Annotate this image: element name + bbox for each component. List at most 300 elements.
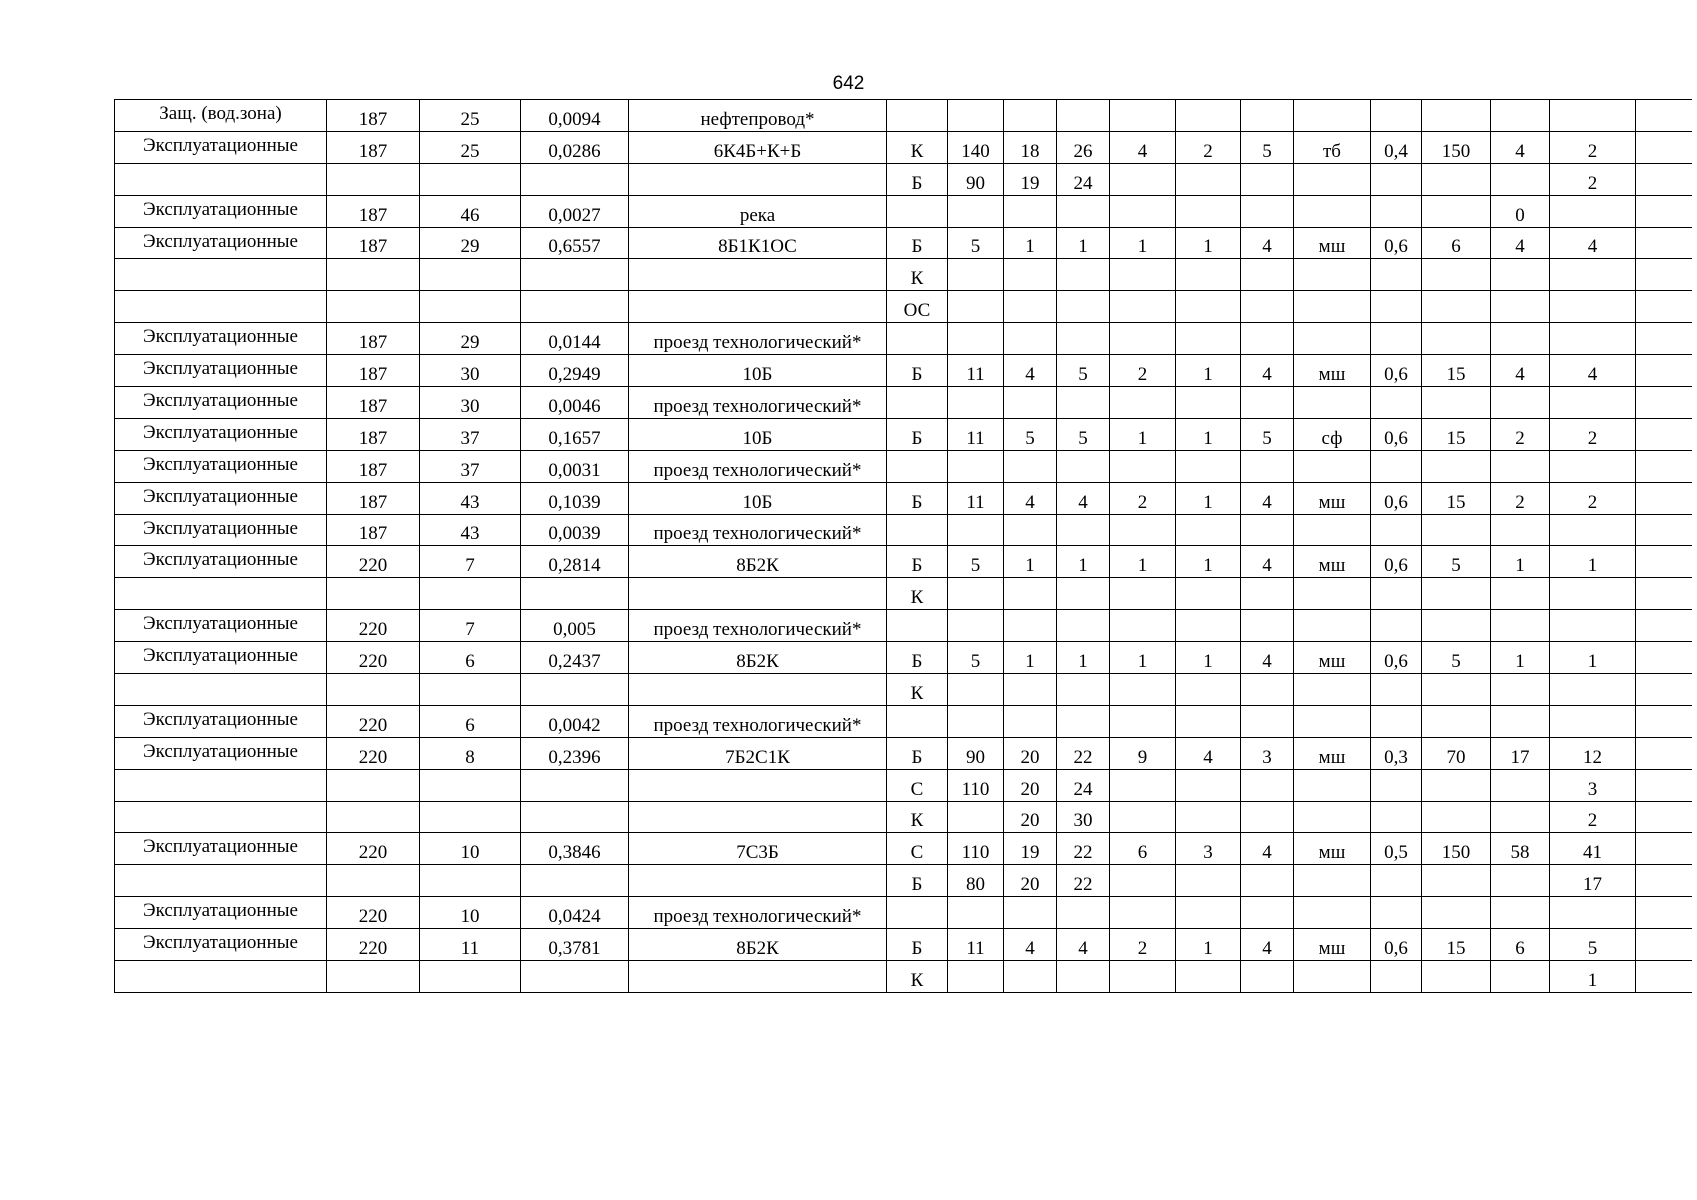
table-cell: 5 (948, 227, 1004, 259)
table-cell (1176, 514, 1241, 546)
table-cell: 0,6 (1371, 355, 1422, 387)
table-cell: 46 (420, 195, 521, 227)
table-cell (1241, 291, 1294, 323)
table-cell: Эксплуатационные (115, 546, 327, 578)
table-cell (327, 801, 420, 833)
table-cell: 5 (948, 546, 1004, 578)
table-cell (1294, 387, 1371, 419)
table-cell: 10Б (629, 355, 887, 387)
table-cell: Эксплуатационные (115, 131, 327, 163)
table-cell (521, 865, 629, 897)
table-cell: 2 (1550, 163, 1636, 195)
table-cell: мш (1294, 833, 1371, 865)
table-cell (1550, 195, 1636, 227)
table-cell (1371, 705, 1422, 737)
table-cell: 30 (1057, 801, 1110, 833)
table-cell (948, 897, 1004, 929)
table-cell (1294, 195, 1371, 227)
table-cell (1294, 897, 1371, 929)
table-cell: тб (1294, 131, 1371, 163)
table-row (115, 642, 1692, 674)
table-cell (1550, 450, 1636, 482)
table-cell: Эксплуатационные (115, 195, 327, 227)
table-cell (948, 961, 1004, 993)
table-cell: 5 (1057, 418, 1110, 450)
table-cell: 187 (327, 418, 420, 450)
table-cell: 26 (1057, 131, 1110, 163)
table-cell: 5 (1004, 418, 1057, 450)
table-cell (1636, 387, 1692, 419)
table-cell (1110, 801, 1176, 833)
table-cell (1422, 514, 1491, 546)
table-cell: 0,3 (1371, 737, 1422, 769)
table-cell (1294, 961, 1371, 993)
table-cell (1176, 961, 1241, 993)
table-cell: 3 (1241, 737, 1294, 769)
table-cell (1422, 610, 1491, 642)
table-cell: 1 (1057, 227, 1110, 259)
table-cell: 0,0046 (521, 387, 629, 419)
table-cell (1491, 674, 1550, 706)
table-cell (887, 323, 948, 355)
table-row (115, 769, 1692, 801)
table-cell (1176, 705, 1241, 737)
table-cell (1422, 291, 1491, 323)
table-cell: 1 (1491, 546, 1550, 578)
table-cell: 2 (1110, 929, 1176, 961)
table-cell (327, 291, 420, 323)
table-cell (1371, 578, 1422, 610)
table-cell: 0,0042 (521, 705, 629, 737)
table-cell: 70 (1422, 737, 1491, 769)
table-cell (1550, 100, 1636, 132)
table-cell (887, 610, 948, 642)
table-cell (1371, 387, 1422, 419)
table-cell: 43 (420, 482, 521, 514)
table-cell (1110, 610, 1176, 642)
table-cell: 187 (327, 514, 420, 546)
table-cell (1176, 323, 1241, 355)
table-cell: 0,0031 (521, 450, 629, 482)
table-cell (1294, 259, 1371, 291)
table-cell: 30 (420, 387, 521, 419)
table-cell: 220 (327, 546, 420, 578)
table-row (115, 291, 1692, 323)
table-row (115, 833, 1692, 865)
table-cell: 0,0027 (521, 195, 629, 227)
table-cell (1241, 865, 1294, 897)
table-row (115, 355, 1692, 387)
table-cell (1004, 291, 1057, 323)
table-cell (948, 100, 1004, 132)
table-row (115, 610, 1692, 642)
table-cell: 220 (327, 929, 420, 961)
table-cell (1241, 610, 1294, 642)
table-cell: 19 (1004, 833, 1057, 865)
table-row (115, 705, 1692, 737)
table-cell (948, 674, 1004, 706)
table-cell: проезд технологический* (629, 514, 887, 546)
table-cell: Б (887, 929, 948, 961)
table-cell (1294, 610, 1371, 642)
table-cell: Б (887, 865, 948, 897)
table-cell (420, 769, 521, 801)
table-cell (1636, 642, 1692, 674)
table-cell: 0,6 (1371, 642, 1422, 674)
page-number: 642 (832, 73, 865, 94)
table-cell: 5 (1422, 642, 1491, 674)
table-cell (948, 578, 1004, 610)
table-cell (948, 610, 1004, 642)
table-cell: Эксплуатационные (115, 833, 327, 865)
table-cell: Б (887, 642, 948, 674)
table-cell: 150 (1422, 833, 1491, 865)
table-cell (1422, 705, 1491, 737)
table-cell (1294, 450, 1371, 482)
table-cell: 4 (1241, 833, 1294, 865)
table-cell: 220 (327, 610, 420, 642)
table-cell (1110, 450, 1176, 482)
table-cell: Б (887, 482, 948, 514)
table-cell (1491, 897, 1550, 929)
table-cell (887, 514, 948, 546)
table-cell: нефтепровод* (629, 100, 887, 132)
table-cell (1636, 929, 1692, 961)
table-cell (1241, 387, 1294, 419)
table-cell (1636, 674, 1692, 706)
table-cell (1422, 578, 1491, 610)
table-cell: 8 (420, 737, 521, 769)
table-cell: Эксплуатационные (115, 737, 327, 769)
table-cell (1294, 291, 1371, 323)
table-cell: 4 (1057, 482, 1110, 514)
table-cell: 187 (327, 387, 420, 419)
table-cell: мш (1294, 482, 1371, 514)
table-cell (420, 578, 521, 610)
table-cell (1491, 865, 1550, 897)
table-cell: 11 (948, 929, 1004, 961)
table-row (115, 163, 1692, 195)
table-cell (327, 961, 420, 993)
table-cell: 4 (1241, 355, 1294, 387)
table-cell: 6 (1491, 929, 1550, 961)
table-cell: Эксплуатационные (115, 323, 327, 355)
table-cell (887, 100, 948, 132)
table-cell (1294, 163, 1371, 195)
table-cell: 11 (420, 929, 521, 961)
table-cell (948, 195, 1004, 227)
table-cell (1491, 387, 1550, 419)
table-cell: 4 (1176, 737, 1241, 769)
table-cell (1550, 323, 1636, 355)
table-cell (948, 705, 1004, 737)
table-cell: 0,2949 (521, 355, 629, 387)
table-cell: 0,0424 (521, 897, 629, 929)
table-cell (1422, 195, 1491, 227)
table-cell (1636, 514, 1692, 546)
table-cell (521, 801, 629, 833)
table-cell: 2 (1550, 482, 1636, 514)
table-cell: 22 (1057, 833, 1110, 865)
table-row (115, 737, 1692, 769)
table-cell: 15 (1422, 929, 1491, 961)
table-cell (1110, 291, 1176, 323)
table-cell: 58 (1491, 833, 1550, 865)
table-cell: проезд технологический* (629, 610, 887, 642)
table-cell (1636, 610, 1692, 642)
table-cell: 30 (420, 355, 521, 387)
table-cell (1057, 259, 1110, 291)
table-cell (1491, 100, 1550, 132)
table-cell (1176, 195, 1241, 227)
table-cell (115, 769, 327, 801)
table-cell (1110, 195, 1176, 227)
table-cell: проезд технологический* (629, 450, 887, 482)
table-cell: 4 (1241, 546, 1294, 578)
table-cell: 0,3846 (521, 833, 629, 865)
table-cell (1550, 897, 1636, 929)
table-cell: 15 (1422, 482, 1491, 514)
table-cell (1004, 705, 1057, 737)
table-cell: 1 (1176, 227, 1241, 259)
table-cell (115, 961, 327, 993)
table-cell: Защ. (вод.зона) (115, 100, 327, 132)
table-cell (629, 578, 887, 610)
table-cell: 6 (1422, 227, 1491, 259)
table-cell (1422, 387, 1491, 419)
table-cell: 1 (1110, 418, 1176, 450)
table-cell (1176, 801, 1241, 833)
table-cell (1057, 100, 1110, 132)
table-cell (1371, 195, 1422, 227)
table-cell: 1 (1110, 642, 1176, 674)
table-cell: 0,6 (1371, 418, 1422, 450)
table-cell: 20 (1004, 769, 1057, 801)
table-cell: Эксплуатационные (115, 482, 327, 514)
table-cell (1422, 674, 1491, 706)
table-cell: 4 (1110, 131, 1176, 163)
table-cell: 0,5 (1371, 833, 1422, 865)
table-cell (1176, 259, 1241, 291)
table-cell (629, 291, 887, 323)
table-cell (1550, 291, 1636, 323)
table-cell (948, 387, 1004, 419)
table-cell (1636, 291, 1692, 323)
table-cell (1176, 387, 1241, 419)
table-cell: 187 (327, 100, 420, 132)
table-cell: 5 (1550, 929, 1636, 961)
table-cell: Б (887, 163, 948, 195)
table-cell: 1 (1057, 642, 1110, 674)
table-cell (948, 323, 1004, 355)
table-cell (1110, 897, 1176, 929)
table-cell: 29 (420, 323, 521, 355)
table-cell (1241, 674, 1294, 706)
table-cell: 1 (1004, 546, 1057, 578)
table-cell (1294, 100, 1371, 132)
table-cell: 20 (1004, 737, 1057, 769)
table-cell: С (887, 769, 948, 801)
table-cell (420, 865, 521, 897)
table-cell: 4 (1057, 929, 1110, 961)
table-cell: 37 (420, 450, 521, 482)
table-row (115, 131, 1692, 163)
table-cell (1371, 769, 1422, 801)
table-cell (1491, 259, 1550, 291)
table-cell: 37 (420, 418, 521, 450)
table-cell: 4 (1004, 482, 1057, 514)
table-cell (1422, 450, 1491, 482)
table-cell (1636, 865, 1692, 897)
table-cell (1110, 578, 1176, 610)
table-cell (1241, 769, 1294, 801)
table-cell (115, 259, 327, 291)
table-cell: 1 (1176, 355, 1241, 387)
table-cell (1371, 100, 1422, 132)
table-cell: 187 (327, 131, 420, 163)
table-cell (1004, 323, 1057, 355)
table-cell (1422, 259, 1491, 291)
table-cell: 3 (1176, 833, 1241, 865)
table-cell (1491, 769, 1550, 801)
table-cell (1004, 897, 1057, 929)
table-cell (115, 674, 327, 706)
table-cell (327, 259, 420, 291)
table-cell: 8Б2К (629, 929, 887, 961)
table-cell (1636, 418, 1692, 450)
table-cell: 1 (1110, 227, 1176, 259)
table-cell (1004, 259, 1057, 291)
table-cell (1636, 163, 1692, 195)
table-cell (1550, 387, 1636, 419)
table-cell (1371, 514, 1422, 546)
table-cell: 5 (1241, 418, 1294, 450)
table-cell: 9 (1110, 737, 1176, 769)
table-cell (521, 674, 629, 706)
table-cell: сф (1294, 418, 1371, 450)
table-cell: 8Б1К1ОС (629, 227, 887, 259)
table-cell: 4 (1491, 227, 1550, 259)
table-cell (1371, 291, 1422, 323)
table-cell: 1 (1550, 546, 1636, 578)
table-cell: 1 (1004, 227, 1057, 259)
table-cell: Эксплуатационные (115, 450, 327, 482)
table-cell: 1 (1176, 546, 1241, 578)
table-cell: 4 (1241, 482, 1294, 514)
table-cell: 10Б (629, 418, 887, 450)
table-cell: 187 (327, 355, 420, 387)
table-cell (521, 961, 629, 993)
table-row (115, 323, 1692, 355)
table-cell: 7Б2С1К (629, 737, 887, 769)
table-cell (1491, 961, 1550, 993)
table-cell (1491, 291, 1550, 323)
table-cell: 17 (1550, 865, 1636, 897)
table-cell: 90 (948, 163, 1004, 195)
table-cell (1241, 100, 1294, 132)
table-cell (1057, 323, 1110, 355)
table-cell: 15 (1422, 355, 1491, 387)
table-cell: 2 (1176, 131, 1241, 163)
table-cell (1636, 546, 1692, 578)
table-cell (1371, 801, 1422, 833)
table-cell: 10 (420, 897, 521, 929)
table-cell: 24 (1057, 163, 1110, 195)
table-cell (887, 705, 948, 737)
table-cell (115, 578, 327, 610)
table-cell: 11 (948, 482, 1004, 514)
table-cell: 25 (420, 100, 521, 132)
table-cell: 220 (327, 705, 420, 737)
table-cell (1241, 897, 1294, 929)
table-cell: 6 (420, 705, 521, 737)
table-cell: мш (1294, 355, 1371, 387)
table-cell (1057, 897, 1110, 929)
table-cell (521, 259, 629, 291)
table-row (115, 961, 1692, 993)
table-row (115, 578, 1692, 610)
table-cell: проезд технологический* (629, 705, 887, 737)
table-cell (1636, 100, 1692, 132)
table-cell (1057, 387, 1110, 419)
table-cell: 1 (1004, 642, 1057, 674)
table-cell (1057, 961, 1110, 993)
table-cell: Эксплуатационные (115, 705, 327, 737)
table-cell: Эксплуатационные (115, 897, 327, 929)
table-cell (1491, 450, 1550, 482)
table-cell: 0,3781 (521, 929, 629, 961)
table-cell (1422, 323, 1491, 355)
table-cell (629, 961, 887, 993)
table-cell: 17 (1491, 737, 1550, 769)
table-cell: 2 (1550, 131, 1636, 163)
table-cell (1422, 865, 1491, 897)
table-cell (1636, 833, 1692, 865)
table-cell (521, 163, 629, 195)
table-cell (1422, 961, 1491, 993)
table-cell: Б (887, 546, 948, 578)
table-cell: К (887, 674, 948, 706)
table-row (115, 100, 1692, 132)
table-cell: Б (887, 737, 948, 769)
table-cell: 187 (327, 323, 420, 355)
table-cell: 20 (1004, 801, 1057, 833)
table-cell (1241, 705, 1294, 737)
table-cell (115, 865, 327, 897)
table-cell: Эксплуатационные (115, 929, 327, 961)
table-cell (1110, 100, 1176, 132)
table-cell: мш (1294, 737, 1371, 769)
table-cell (327, 865, 420, 897)
table-cell: 20 (1004, 865, 1057, 897)
table-cell: 4 (1241, 929, 1294, 961)
table-cell: 110 (948, 769, 1004, 801)
table-cell (629, 674, 887, 706)
table-cell: Эксплуатационные (115, 642, 327, 674)
table-cell: 22 (1057, 737, 1110, 769)
table-cell: К (887, 578, 948, 610)
table-cell (1294, 801, 1371, 833)
table-cell: 2 (1550, 801, 1636, 833)
table-cell: Эксплуатационные (115, 227, 327, 259)
table-cell: 140 (948, 131, 1004, 163)
table-cell (1294, 674, 1371, 706)
table-cell (1004, 610, 1057, 642)
table-cell: 4 (1004, 355, 1057, 387)
table-cell (1636, 227, 1692, 259)
table-cell: 6 (1110, 833, 1176, 865)
table-cell (1057, 610, 1110, 642)
